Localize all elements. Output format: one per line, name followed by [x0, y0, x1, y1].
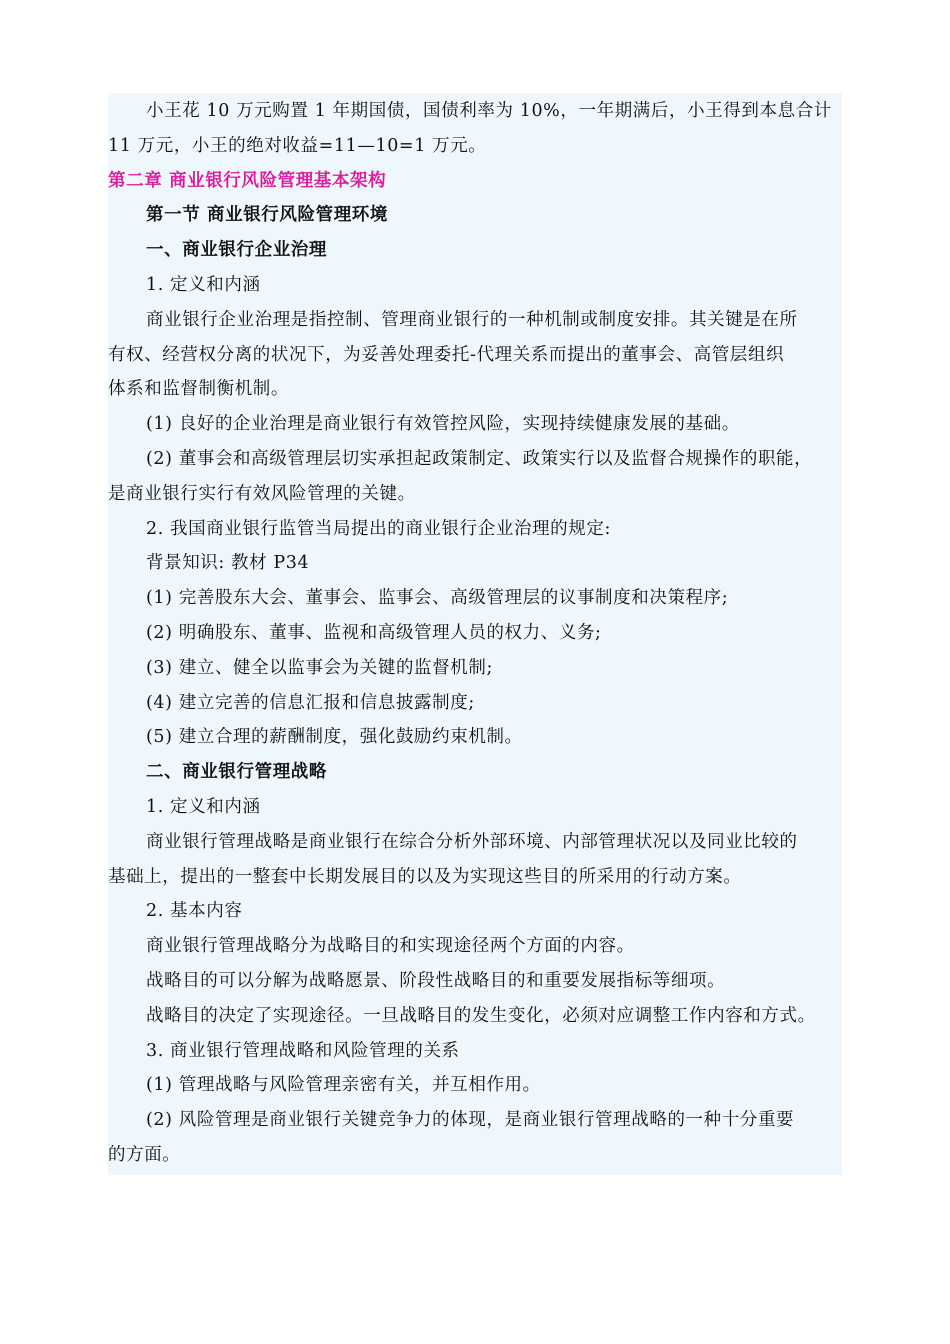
text-line: 11 万元，小王的绝对收益=11—10=1 万元。	[108, 135, 487, 156]
text-line: (1) 完善股东大会、董事会、监事会、高级管理层的议事制度和决策程序;	[146, 588, 729, 609]
text-line: 小王花 10 万元购置 1 年期国债，国债利率为 10%，一年期满后，小王得到本息合计	[146, 101, 832, 121]
text-line: 1. 定义和内涵	[146, 275, 261, 295]
text-line: (1) 良好的企业治理是商业银行有效管控风险，实现持续健康发展的基础。	[146, 414, 740, 435]
text-line: 3. 商业银行管理战略和风险管理的关系	[146, 1040, 460, 1061]
text-line: (2) 明确股东、董事、监视和高级管理人员的权力、义务;	[146, 623, 602, 643]
text-line: 商业银行管理战略是商业银行在综合分析外部环境、内部管理状况以及同业比较的	[146, 831, 798, 852]
text-line: 是商业银行实行有效风险管理的关键。	[108, 483, 416, 504]
text-line: (3) 建立、健全以监事会为关键的监督机制;	[146, 657, 493, 678]
text-line: (4) 建立完善的信息汇报和信息披露制度;	[146, 692, 475, 713]
text-line: (2) 风险管理是商业银行关键竞争力的体现，是商业银行管理战略的一种十分重要	[146, 1110, 795, 1131]
text-line: 2. 基本内容	[146, 901, 243, 922]
text-line: 的方面。	[108, 1145, 181, 1165]
text-line: 1. 定义和内涵	[146, 797, 261, 817]
text-line: (1) 管理战略与风险管理亲密有关，并互相作用。	[146, 1075, 541, 1096]
text-line: 背景知识: 教材 P34	[146, 553, 310, 574]
section-heading: 第一节 商业银行风险管理环境	[146, 205, 388, 226]
text-line: (5) 建立合理的薪酬制度，强化鼓励约束机制。	[146, 727, 523, 748]
text-line: 战略目的决定了实现途径。一旦战略目的发生变化，必须对应调整工作内容和方式。	[146, 1005, 816, 1026]
text-line: (2) 董事会和高级管理层切实承担起政策制定、政策实行以及监督合规操作的职能，	[146, 449, 813, 469]
text-line: 商业银行企业治理是指控制、管理商业银行的一种机制或制度安排。其关键是在所	[146, 309, 798, 330]
text-line: 战略目的可以分解为战略愿景、阶段性战略目的和重要发展指标等细项。	[146, 971, 726, 991]
text-line: 2. 我国商业银行监管当局提出的商业银行企业治理的规定:	[146, 518, 611, 539]
section-heading: 一、商业银行企业治理	[146, 240, 327, 261]
chapter-heading: 第二章 商业银行风险管理基本架构	[108, 170, 387, 191]
text-line: 有权、经营权分离的状况下，为妥善处理委托-代理关系而提出的董事会、高管层组织	[108, 344, 785, 365]
text-line: 基础上，提出的一整套中长期发展目的以及为实现这些目的所采用的行动方案。	[108, 866, 742, 887]
text-line: 体系和监督制衡机制。	[108, 379, 289, 400]
text-line: 商业银行管理战略分为战略目的和实现途径两个方面的内容。	[146, 936, 635, 957]
section-heading: 二、商业银行管理战略	[146, 762, 327, 783]
